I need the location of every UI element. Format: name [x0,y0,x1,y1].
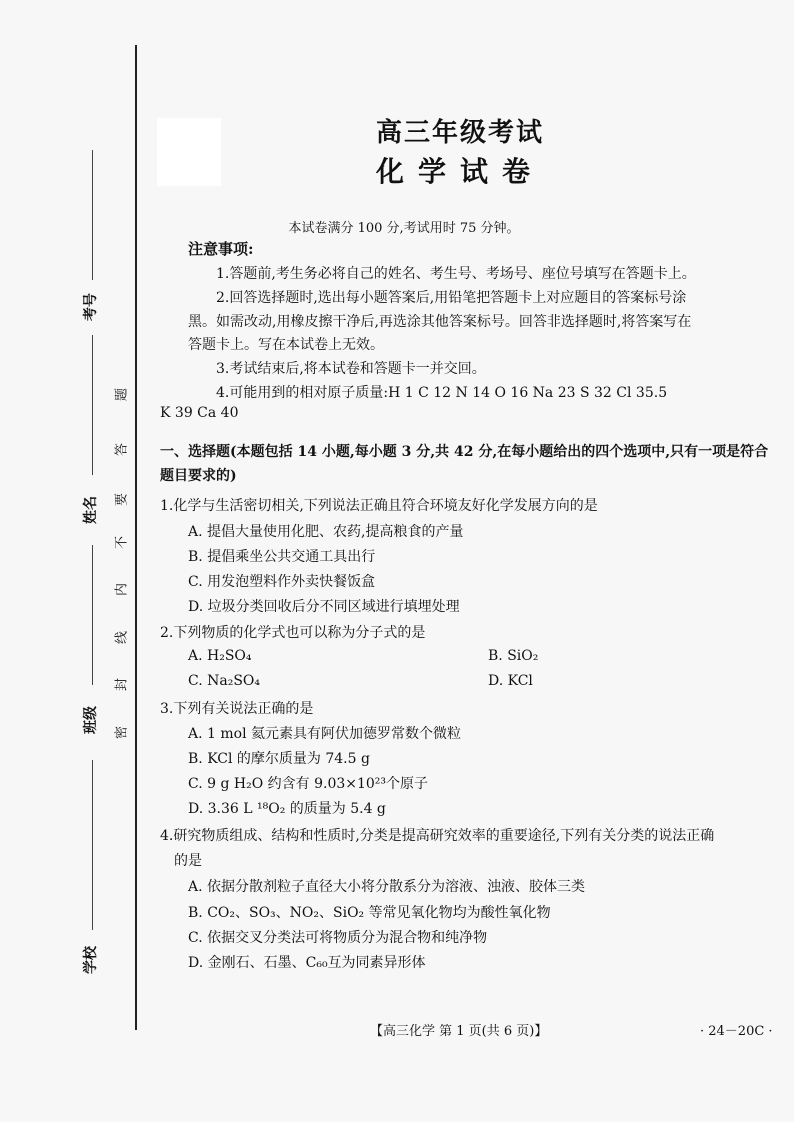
option: D. KCl [488,673,533,689]
page-footer: 【高三化学 第 1 页(共 6 页)】 [370,1024,548,1039]
option: D. 垃圾分类回收后分不同区域进行填埋处理 [188,599,460,615]
seal-char-6: 线 [114,631,130,645]
name-label: 姓名 [83,496,99,524]
school-rule [92,760,93,930]
class-label: 班级 [83,706,99,734]
notice-line: 3.考试结束后,将本试卷和答题卡一并交回。 [216,361,486,377]
option: A. 1 mol 氦元素具有阿伏加德罗常数个微粒 [188,726,461,742]
option: D. 3.36 L ¹⁸O₂ 的质量为 5.4 g [188,801,386,817]
option: B. CO₂、SO₃、NO₂、SiO₂ 等常见氧化物均为酸性氧化物 [188,905,551,921]
exam-info: 本试卷满分 100 分,考试用时 75 分钟。 [288,221,520,236]
notice-heading: 注意事项: [188,240,254,258]
paper-code: · 24－20C · [700,1024,773,1039]
option: C. 依据交叉分类法可将物质分为混合物和纯净物 [188,930,488,946]
seal-char-2: 答 [114,443,130,457]
binding-line [135,45,137,1030]
option: B. SiO₂ [488,648,539,664]
notice-line: 1.答题前,考生务必将自己的姓名、考生号、考场号、座位号填写在答题卡上。 [216,266,696,282]
option: A. 提倡大量使用化肥、农药,提高粮食的产量 [188,524,464,540]
seal-char-1: 题 [114,388,130,402]
option: C. Na₂SO₄ [188,673,261,689]
seal-char-4: 不 [114,536,130,550]
question-stem-continued: 的是 [174,853,202,869]
option: A. 依据分散剂粒子直径大小将分散系分为溶液、浊液、胶体三类 [188,879,586,895]
seal-char-3: 要 [114,493,130,507]
question-stem: 3.下列有关说法正确的是 [160,701,314,717]
seal-char-8: 密 [114,726,130,740]
notice-line: 4.可能用到的相对原子质量:H 1 C 12 N 14 O 16 Na 23 S 32 Cl 35.5 [216,385,668,401]
notice-line: 答题卡上。写在本试卷上无效。 [188,337,384,353]
exam-title: 高三年级考试 [375,118,544,148]
option: C. 用发泡塑料作外卖快餐饭盒 [188,574,376,590]
seal-char-7: 封 [114,678,130,692]
exam-no-label: 考号 [83,293,99,321]
school-label: 学校 [83,946,99,974]
option: C. 9 g H₂O 约含有 9.03×10²³个原子 [188,776,429,792]
question-stem: 1.化学与生活密切相关,下列说法正确且符合环境友好化学发展方向的是 [160,498,598,514]
question-stem: 4.研究物质组成、结构和性质时,分类是提高研究效率的重要途径,下列有关分类的说法正确 [160,828,715,844]
notice-line: 2.回答选择题时,选出每小题答案后,用铅笔把答题卡上对应题目的答案标号涂 [216,290,687,306]
notice-line: 黑。如需改动,用橡皮擦干净后,再选涂其他答案标号。回答非选择题时,将答案写在 [188,314,692,330]
seal-char-5: 内 [114,583,130,597]
option: B. KCl 的摩尔质量为 74.5 g [188,751,370,767]
section-heading: 一、选择题(本题包括 14 小题,每小题 3 分,共 42 分,在每小题给出的四个选项中,只有一项是符合题目要求的) [160,444,769,484]
exam-subject-title: 化学试卷 [375,155,544,188]
class-rule [92,545,93,685]
option: A. H₂SO₄ [188,648,252,664]
question-stem: 2.下列物质的化学式也可以称为分子式的是 [160,625,426,641]
notice-line: K 39 Ca 40 [160,405,239,421]
name-rule [92,335,93,475]
option: B. 提倡乘坐公共交通工具出行 [188,549,376,565]
option: D. 金刚石、石墨、C₆₀互为同素异形体 [188,955,426,971]
